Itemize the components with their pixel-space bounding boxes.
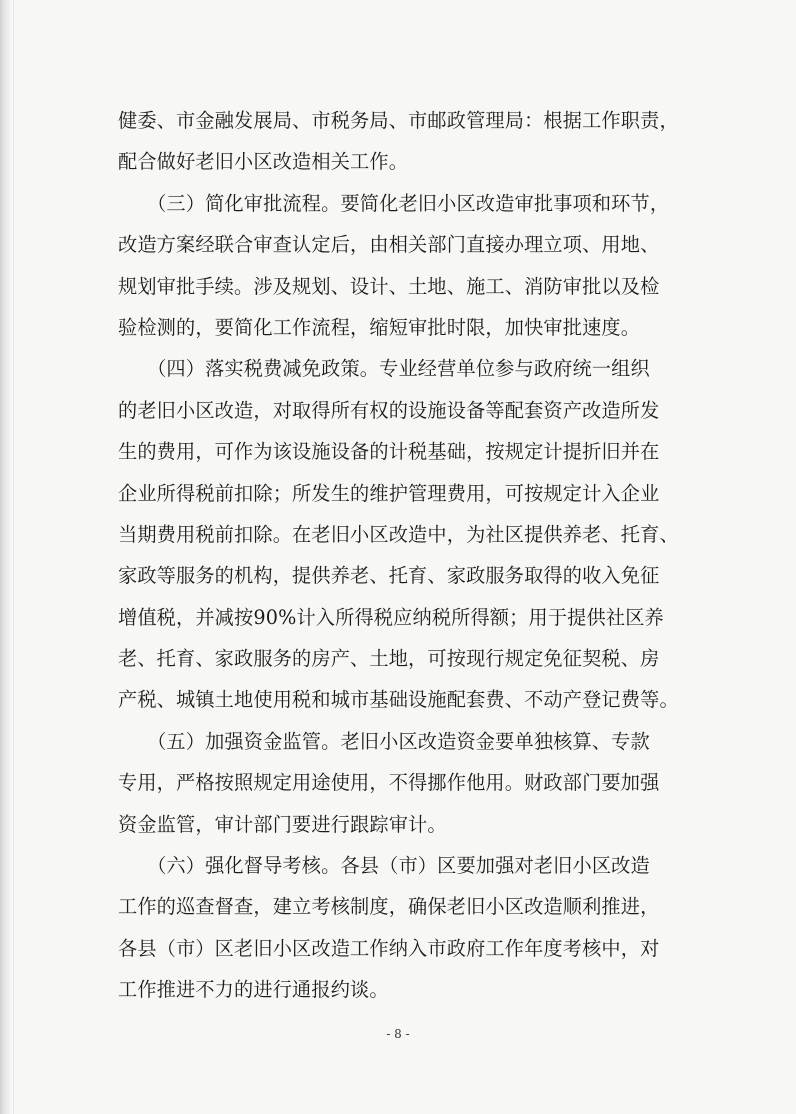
text-line: 各县（市）区老旧小区改造工作纳入市政府工作年度考核中，对 — [118, 936, 660, 960]
text-line: 企业所得税前扣除；所发生的维护管理费用，可按规定计入企业 — [118, 481, 660, 505]
text-line: 配合做好老旧小区改造相关工作。 — [118, 150, 409, 174]
text-line: 工作的巡查督查，建立考核制度，确保老旧小区改造顺利推进， — [118, 895, 660, 919]
text-line: 家政等服务的机构，提供养老、托育、家政服务取得的收入免征 — [118, 564, 660, 588]
text-line: 规划审批手续。涉及规划、设计、土地、施工、消防审批以及检 — [118, 274, 660, 298]
scan-shadow-edge — [0, 0, 10, 1114]
page-number: - 8 - — [386, 1027, 410, 1041]
text-line: 专用，严格按照规定用途使用，不得挪作他用。财政部门要加强 — [118, 771, 660, 795]
section-heading-line: （三）简化审批流程。要简化老旧小区改造审批事项和环节， — [118, 191, 670, 215]
text-line: 当期费用税前扣除。在老旧小区改造中，为社区提供养老、托育、 — [118, 522, 679, 546]
section-heading-line: （五）加强资金监管。老旧小区改造资金要单独核算、专款 — [118, 729, 650, 753]
section-heading-line: （四）落实税费减免政策。专业经营单位参与政府统一组织 — [118, 357, 650, 381]
text-line: 的老旧小区改造，对取得所有权的设施设备等配套资产改造所发 — [118, 398, 660, 422]
text-line: 产税、城镇土地使用税和城市基础设施配套费、不动产登记费等。 — [118, 688, 679, 712]
document-body — [118, 100, 698, 1011]
scan-fold-line — [13, 0, 14, 1114]
text-line: 验检测的，要简化工作流程，缩短审批时限，加快审批速度。 — [118, 315, 641, 339]
text-line: 资金监管，审计部门要进行跟踪审计。 — [118, 812, 447, 836]
text-line: 老、托育、家政服务的房产、土地，可按现行规定免征契税、房 — [118, 647, 660, 671]
text-line: 生的费用，可作为该设施设备的计税基础，按规定计提折旧并在 — [118, 440, 660, 464]
text-line: 增值税，并减按90%计入所得税应纳税所得额；用于提供社区养 — [118, 605, 664, 629]
text-line: 改造方案经联合审查认定后，由相关部门直接办理立项、用地、 — [118, 233, 660, 257]
section-heading-line: （六）强化督导考核。各县（市）区要加强对老旧小区改造 — [118, 854, 650, 878]
text-line: 健委、市金融发展局、市税务局、市邮政管理局：根据工作职责， — [118, 109, 679, 132]
text-line: 工作推进不力的进行通报约谈。 — [118, 978, 389, 1002]
